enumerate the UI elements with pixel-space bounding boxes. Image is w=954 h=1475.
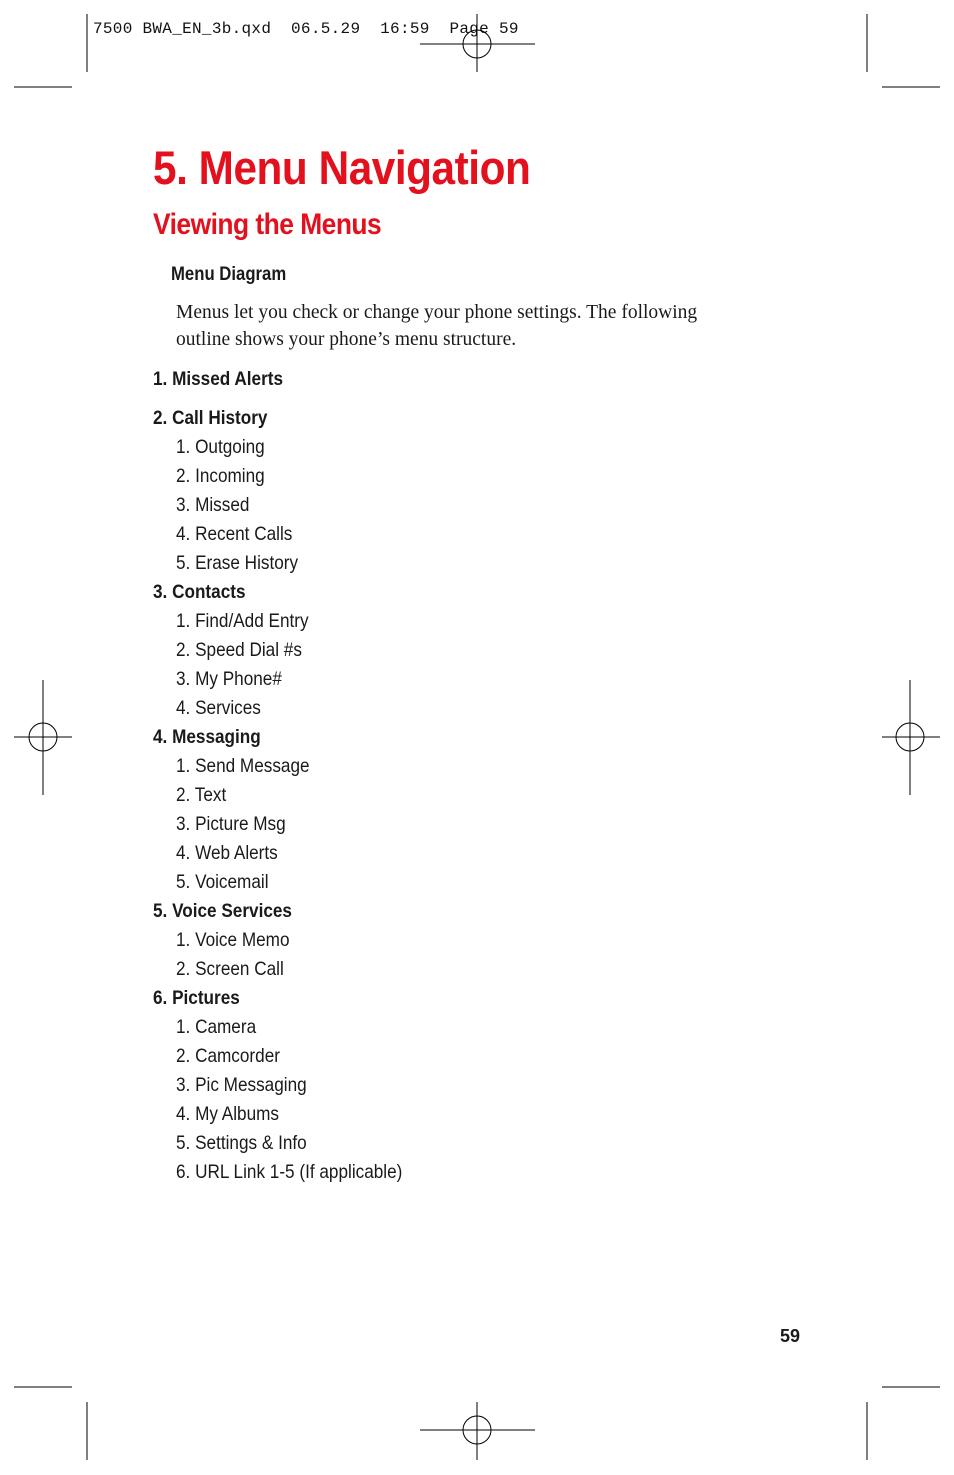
- section-title: Viewing the Menus: [153, 208, 382, 241]
- submenu-list: [153, 433, 753, 578]
- submenu-item: 5. Settings & Info: [176, 1132, 307, 1154]
- menu-section-label: 3. Contacts: [153, 581, 246, 603]
- submenu-item: 5. Voicemail: [176, 871, 269, 893]
- submenu-item: 3. My Phone#: [176, 668, 282, 690]
- submenu-item: 4. Services: [176, 697, 261, 719]
- menu-section: [153, 897, 753, 984]
- submenu-item: 3. Pic Messaging: [176, 1074, 307, 1096]
- submenu-item: 2. Incoming: [176, 465, 265, 487]
- submenu-item: 3. Missed: [176, 494, 250, 516]
- chapter-title: 5. Menu Navigation: [153, 141, 531, 194]
- print-slug: 7500 BWA_EN_3b.qxd 06.5.29 16:59 Page 59: [93, 20, 519, 38]
- menu-section-label: 2. Call History: [153, 407, 268, 429]
- submenu-list: [153, 1013, 753, 1187]
- submenu-item: 4. Web Alerts: [176, 842, 278, 864]
- submenu-item: 1. Find/Add Entry: [176, 610, 309, 632]
- submenu-item: 2. Camcorder: [176, 1045, 280, 1067]
- submenu-item: 2. Screen Call: [176, 958, 284, 980]
- submenu-item: 1. Camera: [176, 1016, 257, 1038]
- menu-section-label: 4. Messaging: [153, 726, 261, 748]
- menu-section: [153, 984, 753, 1187]
- submenu-list: [153, 752, 753, 897]
- menu-section: [153, 723, 753, 897]
- submenu-item: 2. Speed Dial #s: [176, 639, 302, 661]
- submenu-list: [153, 926, 753, 984]
- menu-section-label: 5. Voice Services: [153, 900, 292, 922]
- menu-section-label: 6. Pictures: [153, 987, 240, 1009]
- submenu-item: 6. URL Link 1-5 (If applicable): [176, 1161, 403, 1183]
- menu-section: [153, 365, 753, 404]
- submenu-item: 5. Erase History: [176, 552, 299, 574]
- submenu-list: [153, 607, 753, 723]
- page-number: 59: [780, 1326, 801, 1346]
- submenu-item: 3. Picture Msg: [176, 813, 286, 835]
- menu-outline: [153, 365, 753, 1187]
- submenu-item: 2. Text: [176, 784, 227, 806]
- subsection-title: Menu Diagram: [171, 264, 287, 285]
- menu-section-label: 1. Missed Alerts: [153, 368, 284, 390]
- submenu-item: 4. My Albums: [176, 1103, 280, 1125]
- intro-paragraph: Menus let you check or change your phone settings. The following outline shows your phone’s menu structure.: [176, 302, 698, 350]
- submenu-item: 1. Send Message: [176, 755, 310, 777]
- menu-section: [153, 578, 753, 723]
- submenu-item: 4. Recent Calls: [176, 523, 293, 545]
- submenu-item: 1. Outgoing: [176, 436, 265, 458]
- submenu-item: 1. Voice Memo: [176, 929, 290, 951]
- menu-section: [153, 404, 753, 578]
